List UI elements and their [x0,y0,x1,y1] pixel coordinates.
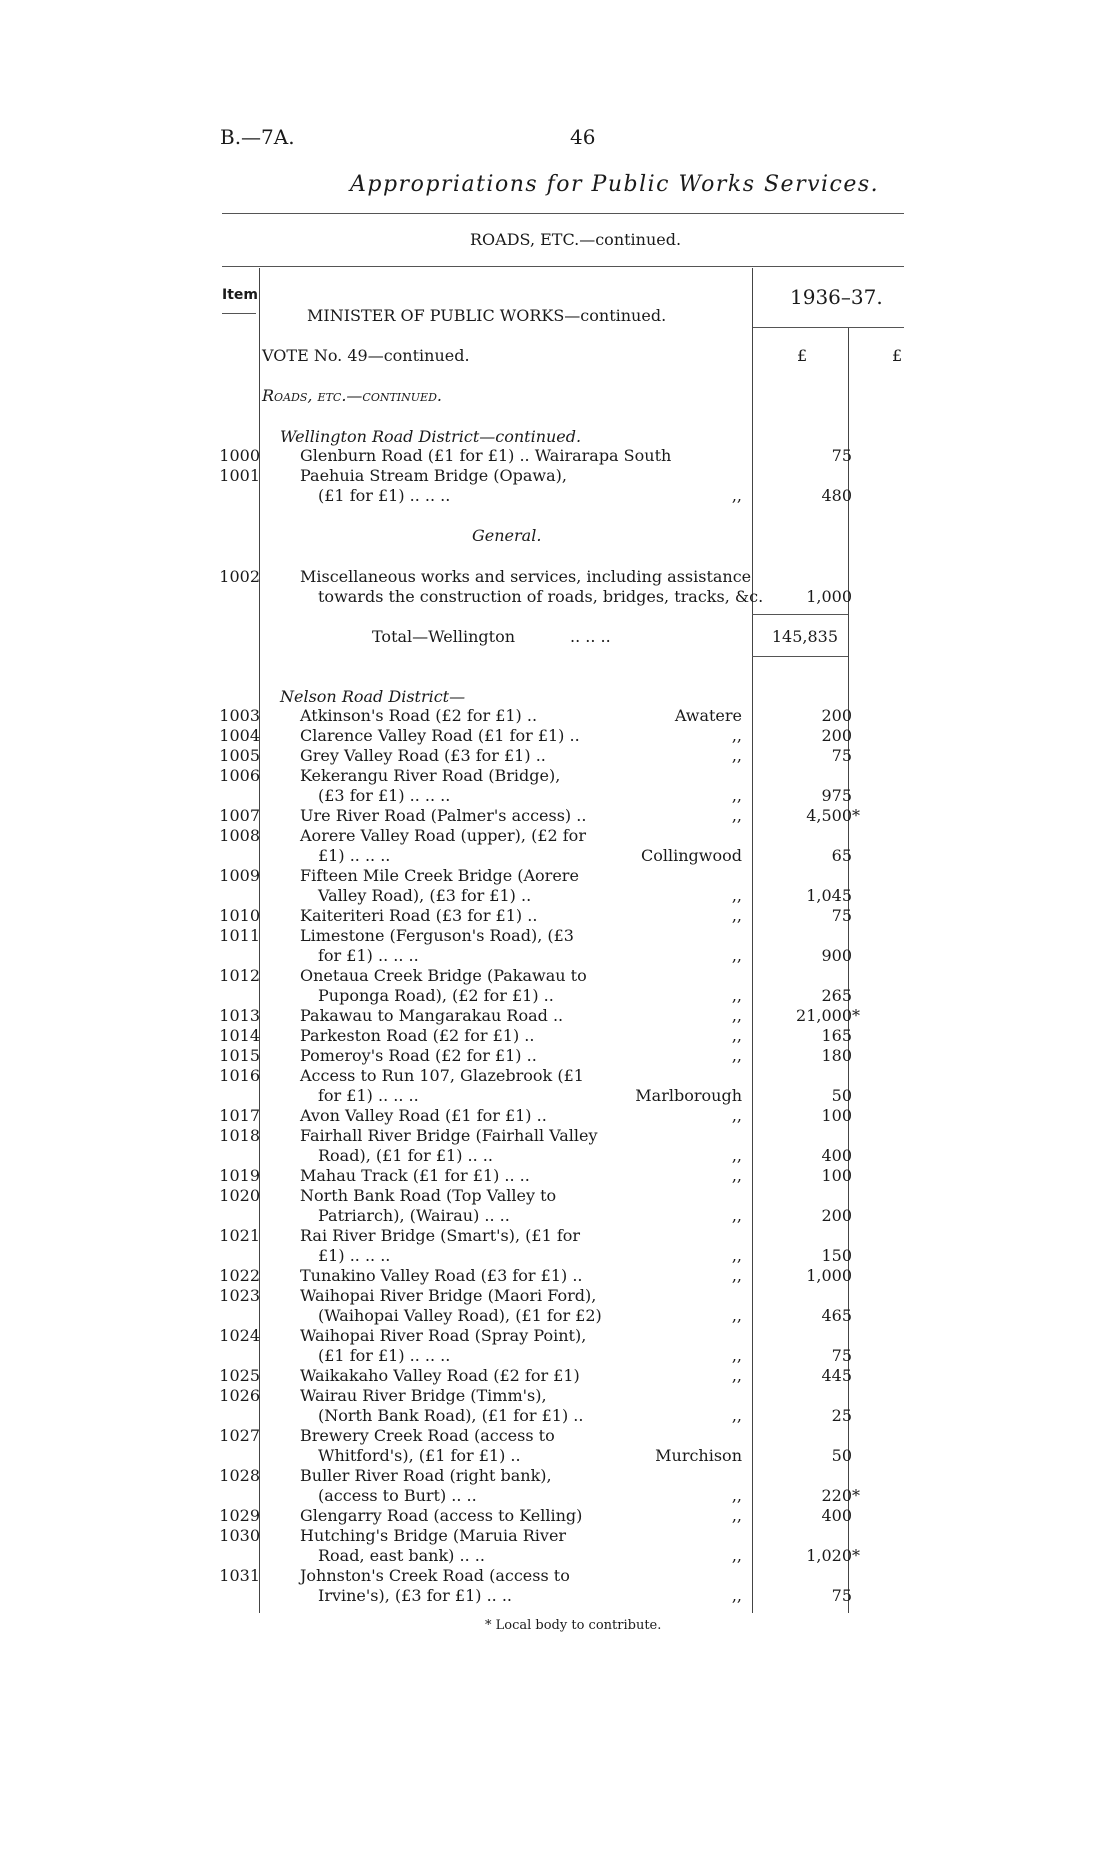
amount: 200 [821,726,852,745]
table-row [0,1026,1114,1046]
currency-symbol-1: £ [797,346,808,365]
item-description: Glengarry Road (access to Kelling) [300,1506,583,1525]
amount: 75 [831,446,852,465]
amount: 975 [821,786,852,805]
item-description: Mahau Track (£1 for £1) .. .. [300,1166,530,1185]
district-name: ,, [731,986,742,1005]
table-row [0,1506,1114,1526]
item-description: (North Bank Road), (£1 for £1) .. [318,1406,584,1425]
item-description: Patriarch), (Wairau) .. .. [318,1206,510,1225]
table-row [0,1446,1114,1466]
table-row [0,986,1114,1006]
item-number: 1004 [219,726,260,745]
amount: 21,000* [796,1006,860,1025]
item-number: 1027 [219,1426,260,1445]
table-row [0,966,1114,986]
item-number: 1014 [219,1026,260,1045]
item-description: Avon Valley Road (£1 for £1) .. [300,1106,547,1125]
table-row [0,1046,1114,1066]
amount: 1,045 [806,886,852,905]
item-number: 1003 [219,706,260,725]
item-description: Aorere Valley Road (upper), (£2 for [300,826,586,845]
item-description: Puponga Road), (£2 for £1) .. [318,986,554,1005]
item-description: Waihopai River Road (Spray Point), [300,1326,587,1345]
district-name: ,, [731,1246,742,1265]
item-number: 1029 [219,1506,260,1525]
amount: 1,000 [806,1266,852,1285]
total-leader: .. .. .. [570,627,611,646]
table-row [0,1246,1114,1266]
district-name: Marlborough [635,1086,742,1105]
item-description: Paehuia Stream Bridge (Opawa), [300,466,567,485]
district-name: ,, [731,746,742,765]
item-description: Wairau River Bridge (Timm's), [300,1386,547,1405]
amount: 75 [831,1586,852,1605]
item-description: Rai River Bridge (Smart's), (£1 for [300,1226,581,1245]
item-description: Kekerangu River Road (Bridge), [300,766,561,785]
table-row [0,466,1114,486]
item-description: £1) .. .. .. [318,1246,391,1265]
item-number: 1031 [219,1566,260,1585]
total-rule-top [752,614,848,615]
district-name: ,, [731,906,742,925]
district-name: ,, [731,1506,742,1525]
table-row [0,1586,1114,1606]
table-row [0,446,1114,466]
item-description: Clarence Valley Road (£1 for £1) .. [300,726,580,745]
table-row [0,1106,1114,1126]
item-number: 1001 [219,466,260,485]
table-row [0,946,1114,966]
district-name: ,, [731,1306,742,1325]
total-rule-bottom [752,656,848,657]
item-description: (£1 for £1) .. .. .. [318,1346,451,1365]
title-rule [222,213,904,214]
section-heading: ROADS, ETC.—continued. [470,230,682,249]
item-number: 1017 [219,1106,260,1125]
district-name: ,, [731,1546,742,1565]
item-description: Tunakino Valley Road (£3 for £1) .. [300,1266,583,1285]
district-name: ,, [731,806,742,825]
table-row [0,1086,1114,1106]
amount: 445 [821,1366,852,1385]
item-description: North Bank Road (Top Valley to [300,1186,557,1205]
item-description: Buller River Road (right bank), [300,1466,552,1485]
table-row [0,926,1114,946]
district-name: ,, [731,1346,742,1365]
table-row [0,1426,1114,1446]
item-description: Access to Run 107, Glazebrook (£1 [300,1066,584,1085]
item-number: 1015 [219,1046,260,1065]
district-name: Awatere [674,706,742,725]
item-description: for £1) .. .. .. [318,1086,419,1105]
item-description: towards the construction of roads, bridges, tracks, &c. [318,587,764,606]
district-name: ,, [731,1206,742,1225]
item-number: 1006 [219,766,260,785]
item-number: 1019 [219,1166,260,1185]
general-heading: General. [472,526,542,545]
table-row [0,1166,1114,1186]
item-number: 1016 [219,1066,260,1085]
amount: 75 [831,1346,852,1365]
district-name: ,, [731,886,742,905]
table-row [0,1146,1114,1166]
item-description: Ure River Road (Palmer's access) .. [300,806,587,825]
district-name: Collingwood [641,846,742,865]
item-description: Miscellaneous works and services, including assistance [300,567,752,586]
total-amount: 145,835 [771,627,838,646]
footnote: * Local body to contribute. [485,1618,662,1633]
amount: 220* [821,1486,860,1505]
item-number: 1025 [219,1366,260,1385]
item-column-header: Item [222,287,258,303]
table-row [0,486,1114,506]
item-description: for £1) .. .. .. [318,946,419,965]
table-row [0,1066,1114,1086]
amount: 265 [821,986,852,1005]
district-name: Murchison [655,1446,742,1465]
district-name: ,, [731,1026,742,1045]
amount: 1,020* [806,1546,860,1565]
item-number: 1021 [219,1226,260,1245]
amount: 200 [821,706,852,725]
district-name: ,, [731,1106,742,1125]
item-description: Whitford's), (£1 for £1) .. [318,1446,521,1465]
item-description: (access to Burt) .. .. [318,1486,477,1505]
total-label: Total—Wellington [372,627,516,646]
item-description: Waihopai River Bridge (Maori Ford), [300,1286,597,1305]
item-description: (£3 for £1) .. .. .. [318,786,451,805]
district-name: ,, [731,1586,742,1605]
table-row [0,1326,1114,1346]
amount: 50 [831,1086,852,1105]
amount: 480 [821,486,852,505]
item-number: 1010 [219,906,260,925]
nelson-district-heading: Nelson Road District— [280,687,466,706]
table-row [0,1546,1114,1566]
table-row [0,1126,1114,1146]
item-number: 1000 [219,446,260,465]
amount: 400 [821,1506,852,1525]
district-name: ,, [731,726,742,745]
item-description: Irvine's), (£3 for £1) .. .. [318,1586,513,1605]
amount: 50 [831,1446,852,1465]
wellington-district-heading: Wellington Road District—continued. [280,427,582,446]
table-row [0,1306,1114,1326]
item-description: Waikakaho Valley Road (£2 for £1) [300,1366,580,1385]
district-name: ,, [731,786,742,805]
amount: 180 [821,1046,852,1065]
item-description: Pomeroy's Road (£2 for £1) .. [300,1046,537,1065]
item-number: 1030 [219,1526,260,1545]
item-number: 1009 [219,866,260,885]
year-underline [752,327,904,328]
amount: 100 [821,1166,852,1185]
vote-heading: VOTE No. 49—continued. [262,346,470,365]
district-name: ,, [731,1406,742,1425]
item-number: 1020 [219,1186,260,1205]
table-top-rule [222,266,904,267]
district-name: ,, [731,1166,742,1185]
district-name: ,, [731,1146,742,1165]
table-row [0,1226,1114,1246]
table-row [0,786,1114,806]
item-number: 1005 [219,746,260,765]
amount: 100 [821,1106,852,1125]
item-number: 1023 [219,1286,260,1305]
table-row [0,587,1114,607]
district-name: ,, [731,486,742,505]
table-row [0,806,1114,826]
table-row [0,1266,1114,1286]
table-row [0,746,1114,766]
table-row [0,1526,1114,1546]
item-description: Valley Road), (£3 for £1) .. [318,886,532,905]
table-row [0,1346,1114,1366]
item-number: 1007 [219,806,260,825]
item-number: 1018 [219,1126,260,1145]
item-number: 1002 [219,567,260,586]
ministry-heading: MINISTER OF PUBLIC WORKS—continued. [307,306,667,325]
amount: 900 [821,946,852,965]
item-description: Brewery Creek Road (access to [300,1426,555,1445]
amount: 465 [821,1306,852,1325]
table-row [0,567,1114,587]
amount: 75 [831,906,852,925]
table-row [0,726,1114,746]
district-name: ,, [731,1486,742,1505]
item-description: £1) .. .. .. [318,846,391,865]
item-description: Kaiteriteri Road (£3 for £1) .. [300,906,538,925]
item-description: Grey Valley Road (£3 for £1) .. [300,746,546,765]
item-description: Hutching's Bridge (Maruia River [300,1526,567,1545]
table-row [0,1186,1114,1206]
item-number: 1011 [219,926,260,945]
amount: 400 [821,1146,852,1165]
table-row [0,826,1114,846]
table-row [0,766,1114,786]
table-row [0,706,1114,726]
item-description: Fairhall River Bridge (Fairhall Valley [300,1126,598,1145]
table-row [0,1286,1114,1306]
year-heading: 1936–37. [790,285,883,309]
item-number: 1024 [219,1326,260,1345]
item-number: 1028 [219,1466,260,1485]
district-name: ,, [731,1266,742,1285]
amount: 75 [831,746,852,765]
item-number: 1026 [219,1386,260,1405]
item-number: 1008 [219,826,260,845]
table-row [0,1566,1114,1586]
district-name: ,, [731,1046,742,1065]
table-row [0,1466,1114,1486]
amount: 4,500* [806,806,860,825]
item-number: 1012 [219,966,260,985]
item-number: 1013 [219,1006,260,1025]
table-row [0,1386,1114,1406]
currency-symbol-2: £ [892,346,903,365]
item-description: (Waihopai Valley Road), (£1 for £2) [318,1306,602,1325]
item-header-underline [222,313,256,314]
item-description: Road, east bank) .. .. [318,1546,485,1565]
item-description: Onetaua Creek Bridge (Pakawau to [300,966,587,985]
item-description: Pakawau to Mangarakau Road .. [300,1006,564,1025]
table-row [0,886,1114,906]
item-description: Fifteen Mile Creek Bridge (Aorere [300,866,579,885]
roads-heading: Roads, etc.—continued. [262,386,442,405]
table-row [0,906,1114,926]
amount: 200 [821,1206,852,1225]
amount: 25 [831,1406,852,1425]
item-number: 1022 [219,1266,260,1285]
amount: 150 [821,1246,852,1265]
amount: 1,000 [806,587,852,606]
table-row [0,1406,1114,1426]
item-description: Limestone (Ferguson's Road), (£3 [300,926,574,945]
district-name: ,, [731,1006,742,1025]
table-row [0,846,1114,866]
item-description: Johnston's Creek Road (access to [300,1566,570,1585]
amount: 65 [831,846,852,865]
page-number: 46 [570,125,596,149]
item-description: Glenburn Road (£1 for £1) .. Wairarapa South [300,446,672,465]
table-row [0,1006,1114,1026]
district-name: ,, [731,946,742,965]
item-description: (£1 for £1) .. .. .. [318,486,451,505]
item-description: Road), (£1 for £1) .. .. [318,1146,493,1165]
table-row [0,866,1114,886]
document-code: B.—7A. [220,125,295,149]
amount: 165 [821,1026,852,1045]
table-row [0,1366,1114,1386]
table-row [0,1206,1114,1226]
item-description: Atkinson's Road (£2 for £1) .. [300,706,538,725]
page-title: Appropriations for Public Works Services. [350,172,880,197]
district-name: ,, [731,1366,742,1385]
table-row [0,1486,1114,1506]
item-description: Parkeston Road (£2 for £1) .. [300,1026,535,1045]
